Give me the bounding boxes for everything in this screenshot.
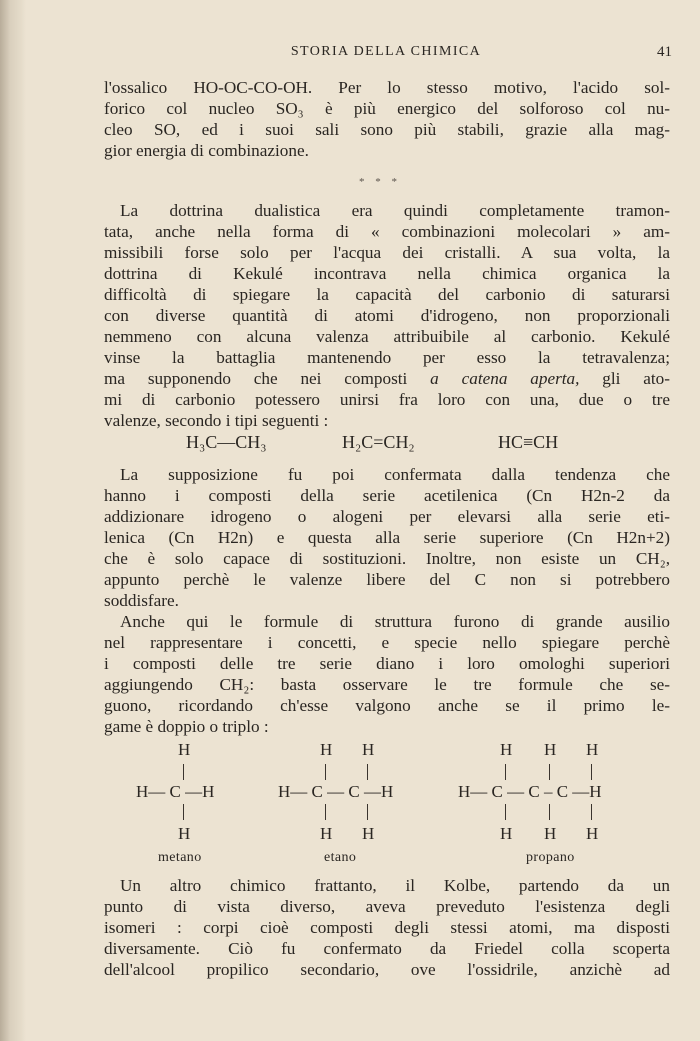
- text-line: missibili forse solo per l'acqua dei cristalli. A sua volta, la: [104, 243, 670, 262]
- structure-caption: etano: [324, 850, 357, 865]
- page-number: 41: [657, 44, 672, 60]
- formula-row: [104, 432, 670, 458]
- text-line: gior energia di combinazione.: [104, 141, 309, 160]
- structure-caption: metano: [158, 850, 202, 865]
- text-segment: gli ato-: [602, 369, 670, 388]
- bond-line: [183, 764, 184, 780]
- text-line: l'ossalico HO-OC-CO-OH. Per lo stesso motivo, l'acido sol-: [104, 78, 670, 97]
- bond-line: [549, 804, 550, 820]
- atom-label: H: [500, 824, 513, 843]
- text-line: Un altro chimico frattanto, il Kolbe, partendo da un: [120, 876, 670, 895]
- atom-row: H— C — C —H: [278, 782, 394, 801]
- text-line: [104, 369, 670, 390]
- text-line: che è solo capace di sostituzioni. Inoltre, non esiste un CH₂,: [104, 549, 670, 568]
- atom-label: H: [320, 824, 333, 843]
- text-line: soddisfare.: [104, 591, 179, 610]
- bond-line: [367, 804, 368, 820]
- bond-line: [325, 804, 326, 820]
- text-line: cleo SO, ed i suoi sali sono più stabili, grazie alla mag-: [104, 120, 670, 139]
- structure-caption: propano: [526, 850, 575, 865]
- italic-phrase: a catena aperta,: [430, 369, 580, 388]
- atom-row: H— C — C – C —H: [458, 782, 602, 801]
- atom-label: H: [362, 740, 375, 759]
- text-line: La supposizione fu poi confermata dalla tendenza che: [120, 465, 670, 484]
- bond-line: [367, 764, 368, 780]
- text-line: forico col nucleo SO₃ è più energico del solforoso col nu-: [104, 99, 670, 118]
- atom-label: H: [362, 824, 375, 843]
- formula-acetylene: HC≡CH: [498, 432, 559, 452]
- text-line: nemmeno con alcuna valenza attribuibile al carbonio. Kekulé: [104, 327, 670, 346]
- text-line: Anche qui le formule di struttura furono di grande ausilio: [120, 612, 670, 631]
- text-line: punto di vista diverso, aveva preveduto l'esistenza degli: [104, 897, 670, 916]
- text-line: nel rappresentare i concetti, e specie nello spiegare perchè: [104, 633, 670, 652]
- text-line: diversamente. Ciò fu confermato da Friedel colla scoperta: [104, 939, 670, 958]
- bond-line: [591, 764, 592, 780]
- atom-label: H: [544, 740, 557, 759]
- atom-label: H: [178, 740, 191, 759]
- text-line: valenze, secondo i tipi seguenti :: [104, 411, 329, 430]
- text-line: dell'alcool propilico secondario, ove l'ossidrile, anzichè ad: [104, 960, 670, 979]
- page-header: [100, 44, 672, 64]
- atom-label: H: [320, 740, 333, 759]
- text-line: addizionare idrogeno o alogeni per elevarsi alla serie eti-: [104, 507, 670, 526]
- text-line: hanno i composti della serie acetilenica (Cn H2n-2 da: [104, 486, 670, 505]
- atom-label: H: [586, 824, 599, 843]
- text-line: con diverse quantità di atomi d'idrogeno, non proporzionali: [104, 306, 670, 325]
- section-separator: * * *: [359, 176, 401, 188]
- atom-label: H: [500, 740, 513, 759]
- text-line: game è doppio o triplo :: [104, 717, 269, 736]
- text-line: vinse la battaglia mantenendo per esso la tetravalenza;: [104, 348, 670, 367]
- atom-label: H: [586, 740, 599, 759]
- text-line: appunto perchè le valenze libere del C non si potrebbero: [104, 570, 670, 589]
- bond-line: [325, 764, 326, 780]
- bond-line: [505, 764, 506, 780]
- text-line: isomeri : corpi cioè composti degli stessi atomi, ma disposti: [104, 918, 670, 937]
- bond-line: [183, 804, 184, 820]
- text-line: aggiungendo CH₂: basta osservare le tre formule che se-: [104, 675, 670, 694]
- atom-row: H— C —H: [136, 782, 215, 801]
- text-segment: ma supponendo che nei composti: [104, 369, 408, 388]
- text-line: tata, anche nella forma di « combinazioni molecolari » am-: [104, 222, 670, 241]
- formula-ethane: H₃C—CH₃: [186, 432, 267, 452]
- atom-label: H: [178, 824, 191, 843]
- text-line: difficoltà di spiegare la capacità del carbonio di saturarsi: [104, 285, 670, 304]
- formula-ethylene: H₂C=CH₂: [342, 432, 415, 452]
- text-line: dottrina di Kekulé incontrava nella chimica organica la: [104, 264, 670, 283]
- text-line: guono, ricordando ch'esse valgono anche se il primo le-: [104, 696, 670, 715]
- text-line: i composti delle tre serie diano i loro omologhi superiori: [104, 654, 670, 673]
- running-title: STORIA DELLA CHIMICA: [290, 44, 482, 59]
- text-line: mi di carbonio potessero unirsi fra loro con una, due o tre: [104, 390, 670, 409]
- text-line: lenica (Cn H2n) e questa alla serie superiore (Cn H2n+2): [104, 528, 670, 547]
- text-line: La dottrina dualistica era quindi completamente tramon-: [120, 201, 670, 220]
- bond-line: [549, 764, 550, 780]
- atom-label: H: [544, 824, 557, 843]
- bond-line: [505, 804, 506, 820]
- bond-line: [591, 804, 592, 820]
